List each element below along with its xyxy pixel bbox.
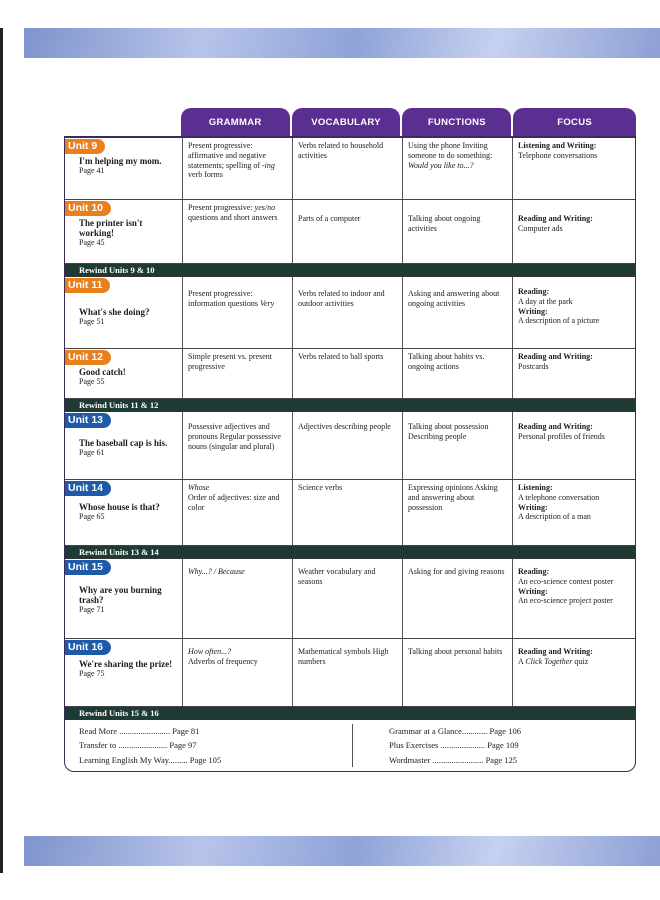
functions-cell: Expressing opinions Asking and answering about possession <box>403 480 513 545</box>
unit-title: What's she doing? <box>79 306 150 317</box>
unit-cell <box>65 639 183 706</box>
unit-badge: Unit 16 <box>64 640 111 655</box>
unit-title: The printer isn't working! <box>79 217 143 239</box>
unit-badge: Unit 10 <box>64 201 111 216</box>
unit-cell <box>65 349 183 398</box>
unit-row <box>65 277 635 349</box>
footer-link-read-more: Read More ........................ Page 81 <box>79 726 200 736</box>
unit-cell <box>65 200 183 263</box>
focus-cell <box>513 559 634 638</box>
rewind-bar: Rewind Units 15 & 16 <box>65 707 635 720</box>
unit-badge: Unit 9 <box>64 139 105 154</box>
focus-text: A Click Together quiz <box>518 656 589 666</box>
unit-page: Page 41 <box>79 166 105 176</box>
footer-right <box>353 724 521 767</box>
unit-badge: Unit 11 <box>64 278 110 293</box>
rewind-bar: Rewind Units 11 & 12 <box>65 399 635 412</box>
toc-body <box>64 136 636 772</box>
grammar-cell: Possessive adjectives and pronouns Regular possessive nouns (singular and plural) <box>183 412 293 479</box>
toc-footer <box>65 720 635 771</box>
focus-cell <box>513 138 634 199</box>
functions-cell: Talking about ongoing activities <box>403 200 513 263</box>
focus-heading: Reading and Writing: <box>518 214 593 223</box>
top-decorative-band <box>24 28 660 58</box>
unit-page: Page 65 <box>79 512 105 522</box>
column-headers <box>64 108 636 136</box>
focus-text: A description of a man <box>518 512 591 522</box>
footer-link-wordmaster: Wordmaster ........................ Page 125 <box>389 754 517 765</box>
grammar-cell: Present progressive: affirmative and negative statements; spelling of -ing verb forms <box>183 138 293 199</box>
focus-text: Personal profiles of friends <box>518 431 605 441</box>
vocabulary-cell: Adjectives describing people <box>293 412 403 479</box>
unit-row <box>65 559 635 639</box>
unit-page: Page 45 <box>79 238 105 248</box>
footer-link-plus-exercises: Plus Exercises ..................... Page 109 <box>389 740 519 751</box>
focus-text: An eco-science contest poster <box>518 576 614 586</box>
focus-text: A description of a picture <box>518 316 600 326</box>
focus-cell <box>513 480 634 545</box>
focus-heading: Listening: <box>518 483 553 492</box>
unit-row <box>65 200 635 264</box>
focus-heading: Listening and Writing: <box>518 141 597 150</box>
unit-badge: Unit 12 <box>64 350 111 365</box>
vocabulary-cell: Parts of a computer <box>293 200 403 263</box>
footer-link-learning-english: Learning English My Way......... Page 105 <box>79 754 222 765</box>
footer-link-grammar-glance: Grammar at a Glance............ Page 106 <box>389 726 521 736</box>
unit-row <box>65 138 635 200</box>
grammar-cell: Present progressive: yes/no questions and short answers <box>183 200 293 263</box>
focus-heading: Reading: <box>518 287 550 296</box>
unit-badge: Unit 13 <box>64 413 111 428</box>
unit-page: Page 55 <box>79 377 105 387</box>
unit-cell <box>65 138 183 199</box>
focus-text: Computer ads <box>518 223 563 233</box>
grammar-cell: Why...? / Because <box>183 559 293 638</box>
focus-cell <box>513 349 634 398</box>
focus-heading: Reading and Writing: <box>518 422 593 431</box>
focus-cell <box>513 200 634 263</box>
vocabulary-cell: Verbs related to indoor and outdoor activities <box>293 277 403 348</box>
vocabulary-cell: Verbs related to ball sports <box>293 349 403 398</box>
focus-heading: Writing: <box>518 306 548 316</box>
unit-cell <box>65 277 183 348</box>
header-vocabulary: VOCABULARY <box>292 108 401 136</box>
unit-cell <box>65 480 183 545</box>
unit-title: We're sharing the prize! <box>79 658 173 669</box>
unit-page: Page 71 <box>79 605 105 615</box>
grammar-cell: Simple present vs. present progressive <box>183 349 293 398</box>
rewind-bar: Rewind Units 13 & 14 <box>65 546 635 559</box>
grammar-cell: How often...? Adverbs of frequency <box>183 639 293 706</box>
page-left-edge <box>0 28 3 873</box>
focus-heading: Reading and Writing: <box>518 647 593 656</box>
functions-cell: Asking for and giving reasons <box>403 559 513 638</box>
header-spacer <box>64 108 181 136</box>
unit-title: Why are you burning trash? <box>79 584 162 606</box>
focus-heading: Reading and Writing: <box>518 352 593 361</box>
unit-page: Page 51 <box>79 317 105 327</box>
rewind-bar: Rewind Units 9 & 10 <box>65 264 635 277</box>
vocabulary-cell: Mathematical symbols High numbers <box>293 639 403 706</box>
focus-text: A day at the park <box>518 296 573 306</box>
bottom-decorative-band <box>24 836 660 866</box>
footer-link-transfer: Transfer to ....................... Page 97 <box>79 740 197 751</box>
table-of-contents <box>64 108 636 772</box>
focus-cell <box>513 639 634 706</box>
functions-cell: Talking about personal habits <box>403 639 513 706</box>
footer-left <box>65 724 353 767</box>
header-functions: FUNCTIONS <box>402 108 511 136</box>
unit-page: Page 61 <box>79 448 105 458</box>
unit-cell <box>65 559 183 638</box>
unit-badge: Unit 15 <box>64 560 111 575</box>
grammar-cell: Whose Order of adjectives: size and color <box>183 480 293 545</box>
header-grammar: GRAMMAR <box>181 108 290 136</box>
unit-title: The baseball cap is his. <box>79 437 168 448</box>
functions-cell: Asking and answering about ongoing activities <box>403 277 513 348</box>
grammar-cell: Present progressive: information questions Very <box>183 277 293 348</box>
header-focus: FOCUS <box>513 108 636 136</box>
functions-cell: Using the phone Inviting someone to do something: Would you like to...? <box>403 138 513 199</box>
unit-title: I'm helping my mom. <box>79 155 162 166</box>
unit-row <box>65 349 635 399</box>
unit-page: Page 75 <box>79 669 105 679</box>
unit-badge: Unit 14 <box>64 481 111 496</box>
vocabulary-cell: Weather vocabulary and seasons <box>293 559 403 638</box>
vocabulary-cell: Verbs related to household activities <box>293 138 403 199</box>
unit-title: Whose house is that? <box>79 501 160 512</box>
unit-row <box>65 639 635 707</box>
focus-heading: Reading: <box>518 567 550 576</box>
focus-heading: Writing: <box>518 502 548 512</box>
focus-text: A telephone conversation <box>518 492 600 502</box>
focus-cell <box>513 277 634 348</box>
vocabulary-cell: Science verbs <box>293 480 403 545</box>
focus-text: Telephone conversations <box>518 150 598 160</box>
functions-cell: Talking about possession Describing people <box>403 412 513 479</box>
focus-text: An eco-science project poster <box>518 596 613 606</box>
unit-row <box>65 412 635 480</box>
focus-text: Postcards <box>518 361 549 371</box>
unit-cell <box>65 412 183 479</box>
unit-row <box>65 480 635 546</box>
focus-heading: Writing: <box>518 586 548 596</box>
unit-title: Good catch! <box>79 366 126 377</box>
functions-cell: Talking about habits vs. ongoing actions <box>403 349 513 398</box>
focus-cell <box>513 412 634 479</box>
